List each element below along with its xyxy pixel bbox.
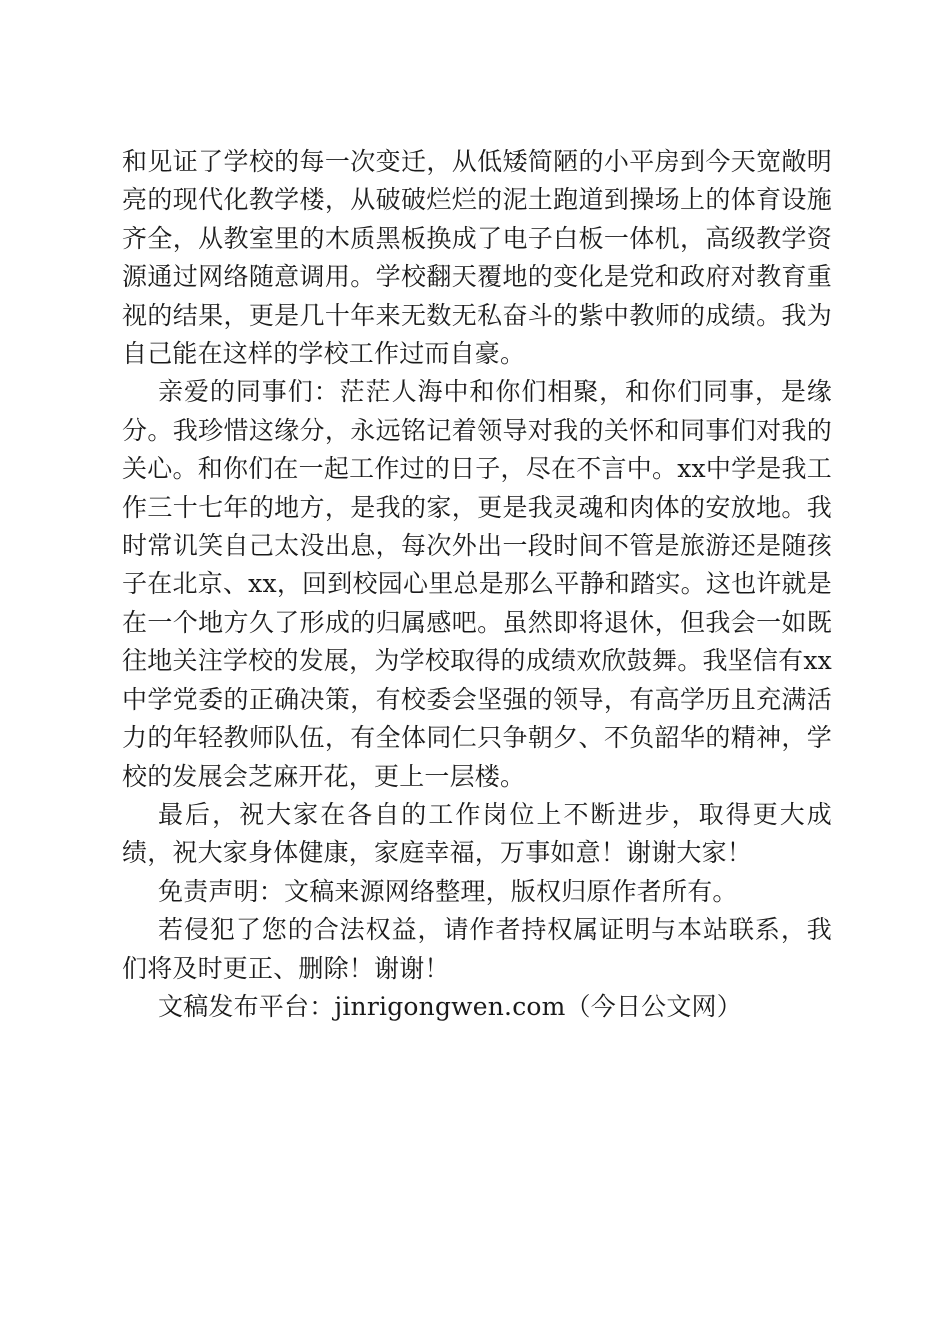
paragraph-infringement-notice: 若侵犯了您的合法权益，请作者持权属证明与本站联系，我们将及时更正、删除！谢谢！: [122, 915, 832, 983]
paragraph-disclaimer: 免责声明：文稿来源网络整理，版权归原作者所有。: [158, 876, 738, 906]
paragraph-dear-colleagues: 亲爱的同事们：茫茫人海中和你们相聚，和你们同事，是缘分。我珍惜这缘分，永远铭记着领导对我的关怀和同事们对我的关心。和你们在一起工作过的日子，尽在不言中。xx中学是我工作三十七年的地方，是我的家，更是我灵魂和肉体的安放地。我时常讥笑自己太没出息，每次外出一段时间不管是旅游还是随孩子在北京、xx，回到校园心里总是那么平静和踏实。这也许就是在一个地方久了形成的归属感吧。虽然即将退休，但我会一如既往地关注学校的发展，为学校取得的成绩欢欣鼓舞。我坚信有xx中学党委的正确决策，有校委会坚强的领导，有高学历且充满活力的年轻教师队伍，有全体同仁只争朝夕、不负韶华的精神，学校的发展会芝麻开花，更上一层楼。: [122, 377, 832, 791]
paragraph-publish-platform: 文稿发布平台：jinrigongwen.com（今日公文网）: [158, 991, 742, 1021]
document-body: [122, 143, 832, 1026]
paragraph-closing-wishes: 最后，祝大家在各自的工作岗位上不断进步，取得更大成绩，祝大家身体健康，家庭幸福，万事如意！谢谢大家！: [122, 799, 832, 868]
paragraph-school-changes: 和见证了学校的每一次变迁，从低矮简陋的小平房到今天宽敞明亮的现代化教学楼，从破破烂烂的泥土跑道到操场上的体育设施齐全，从教室里的木质黑板换成了电子白板一体机，高级教学资源通过网络随意调用。学校翻天覆地的变化是党和政府对教育重视的结果，更是几十年来无数无私奋斗的紫中教师的成绩。我为自己能在这样的学校工作过而自豪。: [122, 147, 832, 369]
